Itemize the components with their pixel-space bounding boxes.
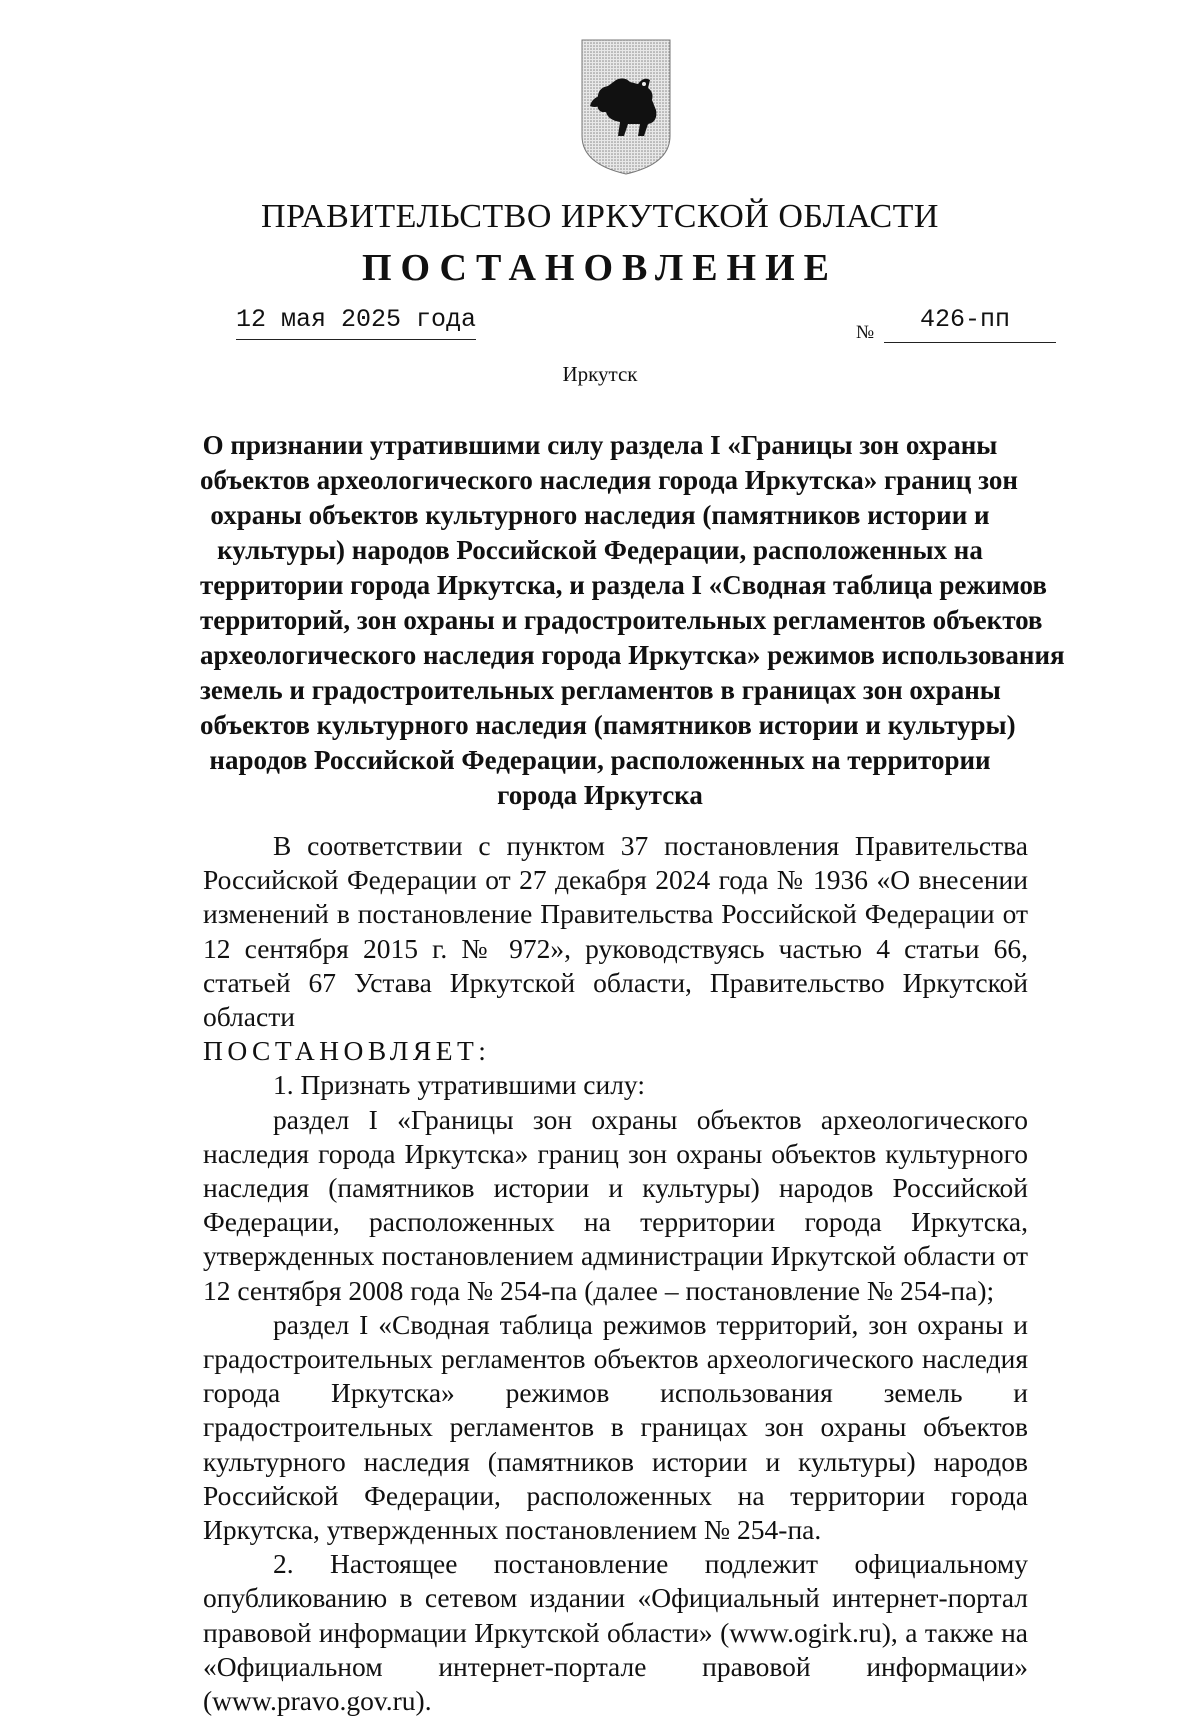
heading-line: земель и градостроительных регламентов в границах зон охраны (200, 675, 1001, 705)
heading-line: О признании утратившими силу раздела I «Границы зон охраны (202, 430, 998, 460)
document-date: 12 мая 2025 года (236, 305, 477, 334)
heading-line: объектов археологического наследия города Иркутска» границ зон (200, 465, 1018, 495)
heading-line: территорий, зон охраны и градостроительных регламентов объектов (200, 605, 1043, 635)
item-1: 1. Признать утратившими силу: (273, 1069, 645, 1101)
heading-line: археологического наследия города Иркутска» режимов использования (200, 640, 1065, 670)
government-title: ПРАВИТЕЛЬСТВО ИРКУТСКОЙ ОБЛАСТИ (261, 198, 939, 235)
item-1-subparagraph-b: раздел I «Сводная таблица режимов территорий, зон охраны и градостроительных регламентов объектов археологического наследия города Иркутска» режимов использования земель и градостроительных регламентов в границах зон охраны объектов культурного наследия (памятников истории и культуры) народов Российской Федерации, расположенных на территории города Иркутска, утвержденных постановлением № 254-па. (203, 1308, 1028, 1546)
document-body (203, 829, 1028, 1718)
number-field (884, 305, 1056, 343)
document-number: 426-пп (920, 305, 1011, 334)
heading-line: народов Российской Федерации, расположенных на территории (209, 745, 991, 775)
document-heading (200, 428, 1065, 813)
heading-line: охраны объектов культурного наследия (памятников истории и (210, 500, 990, 530)
heading-line: культуры) народов Российской Федерации, расположенных на (217, 535, 983, 565)
document-type: ПОСТАНОВЛЕНИЕ (361, 247, 839, 289)
item-1-subparagraph-a: раздел I «Границы зон охраны объектов археологического наследия города Иркутска» границ зон охраны объектов культурного наследия (памятников истории и культуры) народов Российской Федерации, расположенных на территории города Иркутска, утвержденных постановлением администрации Иркутской области от 12 сентября 2008 года № 254-па (далее – постановление № 254-па); (203, 1103, 1028, 1306)
resolves-word: ПОСТАНОВЛЯЕТ: (203, 1035, 491, 1067)
preamble-paragraph: В соответствии с пунктом 37 постановления Правительства Российской Федерации от 27 декабря 2024 года № 1936 «О внесении изменений в постановление Правительства Российской Федерации от 12 сентября 2015 г. № 972», руководствуясь частью 4 статьи 66, статьей 67 Устава Иркутской области, Правительство Иркутской области (203, 830, 1028, 1033)
document-city: Иркутск (562, 362, 638, 386)
date-field (236, 305, 476, 340)
heading-line: объектов культурного наследия (памятников истории и культуры) (200, 710, 1016, 740)
item-2: 2. Настоящее постановление подлежит официальному опубликованию в сетевом издании «Официальный интернет-портал правовой информации Иркутской области» (www.ogirk.ru), а также на «Официальном интернет-портале правовой информации» (www.pravo.gov.ru). (203, 1548, 1028, 1717)
irkutsk-coat-of-arms-icon (578, 36, 674, 176)
heading-line: города Иркутска (497, 780, 703, 810)
number-sign: № (856, 322, 875, 343)
heading-line: территории города Иркутска, и раздела I «Сводная таблица режимов (200, 570, 1047, 600)
